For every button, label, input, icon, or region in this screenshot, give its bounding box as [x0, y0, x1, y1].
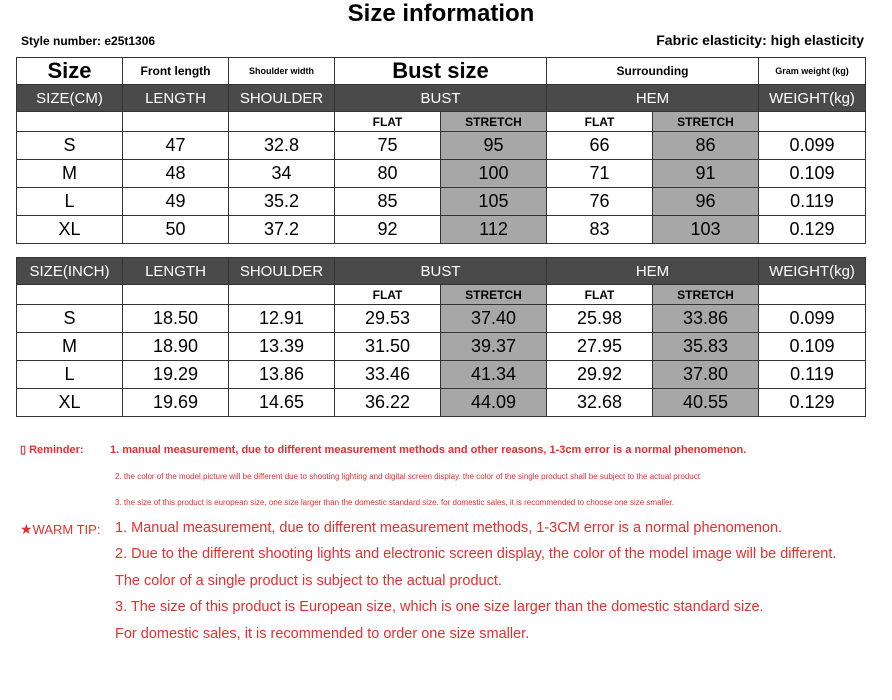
cell-hem-stretch: 103: [653, 216, 759, 244]
cell-bust-flat: 92: [335, 216, 441, 244]
col-bust: BUST: [335, 85, 547, 112]
col-length: LENGTH: [123, 85, 229, 112]
cell-bust-stretch: 100: [441, 160, 547, 188]
cell-length: 19.69: [123, 389, 229, 417]
cell-bust-flat: 33.46: [335, 361, 441, 389]
header-shoulder-width: Shoulder width: [229, 58, 335, 85]
sub-hem-stretch: STRETCH: [653, 285, 759, 305]
cell-length: 49: [123, 188, 229, 216]
cell-hem-stretch: 40.55: [653, 389, 759, 417]
table-row: [17, 132, 866, 160]
cell-shoulder: 32.8: [229, 132, 335, 160]
col-hem: HEM: [547, 85, 759, 112]
cell-hem-flat: 27.95: [547, 333, 653, 361]
cell-size: M: [17, 160, 123, 188]
cell-weight: 0.129: [759, 216, 866, 244]
cell-size: XL: [17, 216, 123, 244]
cell-weight: 0.119: [759, 361, 866, 389]
warm-tip-label: ★WARM TIP:: [20, 521, 101, 537]
cell-size: L: [17, 188, 123, 216]
reminder-label: ▯ Reminder:: [20, 444, 84, 456]
size-table-cm: [16, 57, 866, 244]
sub-header-row: [17, 112, 866, 132]
cell-shoulder: 13.39: [229, 333, 335, 361]
cell-length: 18.90: [123, 333, 229, 361]
col-shoulder: SHOULDER: [229, 85, 335, 112]
cell-hem-flat: 83: [547, 216, 653, 244]
reminder-text-2: 2. the color of the model picture will be different due to shooting lighting and digital screen display. the color of the single product shall be subject to the actual product: [115, 472, 700, 481]
cell-shoulder: 37.2: [229, 216, 335, 244]
header-size: Size: [17, 58, 123, 85]
sub-bust-flat: FLAT: [335, 285, 441, 305]
col-bust: BUST: [335, 258, 547, 285]
warm-tip-text-4: 3. The size of this product is European size, which is one size larger than the domestic standard size.: [115, 599, 764, 615]
cell-hem-flat: 32.68: [547, 389, 653, 417]
cell-bust-stretch: 41.34: [441, 361, 547, 389]
sub-bust-flat: FLAT: [335, 112, 441, 132]
cell-bust-stretch: 39.37: [441, 333, 547, 361]
cell-length: 47: [123, 132, 229, 160]
warm-tip-text-5: For domestic sales, it is recommended to order one size smaller.: [115, 626, 530, 642]
cell-hem-flat: 25.98: [547, 305, 653, 333]
cell-length: 18.50: [123, 305, 229, 333]
cell-hem-flat: 71: [547, 160, 653, 188]
cell-bust-flat: 36.22: [335, 389, 441, 417]
cell-length: 50: [123, 216, 229, 244]
cell-shoulder: 14.65: [229, 389, 335, 417]
cell-bust-flat: 80: [335, 160, 441, 188]
cell-hem-flat: 29.92: [547, 361, 653, 389]
cell-bust-stretch: 105: [441, 188, 547, 216]
cell-hem-flat: 76: [547, 188, 653, 216]
col-shoulder: SHOULDER: [229, 258, 335, 285]
cell-weight: 0.109: [759, 333, 866, 361]
warm-tip-text-3: The color of a single product is subject to the actual product.: [115, 573, 502, 589]
cell-bust-stretch: 95: [441, 132, 547, 160]
table-row: [17, 188, 866, 216]
cell-shoulder: 13.86: [229, 361, 335, 389]
cell-size: M: [17, 333, 123, 361]
cell-weight: 0.119: [759, 188, 866, 216]
sub-bust-stretch: STRETCH: [441, 112, 547, 132]
reminder-text-1: 1. manual measurement, due to different measurement methods and other reasons, 1-3cm error is a normal phenomenon.: [110, 444, 747, 456]
style-number: Style number: e25t1306: [21, 34, 156, 48]
table-row: [17, 361, 866, 389]
col-weight: WEIGHT(kg): [759, 85, 866, 112]
sub-hem-flat: FLAT: [547, 285, 653, 305]
col-hem: HEM: [547, 258, 759, 285]
cell-size: L: [17, 361, 123, 389]
cell-bust-flat: 85: [335, 188, 441, 216]
cell-bust-flat: 29.53: [335, 305, 441, 333]
header-row: [17, 58, 866, 85]
header-surrounding: Surrounding: [547, 58, 759, 85]
cell-length: 48: [123, 160, 229, 188]
header-gram-weight: Gram weight (kg): [759, 58, 866, 85]
page-title: Size information: [347, 0, 535, 27]
table-row: [17, 160, 866, 188]
cell-shoulder: 35.2: [229, 188, 335, 216]
col-weight: WEIGHT(kg): [759, 258, 866, 285]
sub-hem-flat: FLAT: [547, 112, 653, 132]
reminder-line-1: [20, 443, 746, 456]
cell-size: S: [17, 132, 123, 160]
cell-hem-stretch: 37.80: [653, 361, 759, 389]
fabric-elasticity: Fabric elasticity: high elasticity: [656, 32, 864, 48]
cell-hem-flat: 66: [547, 132, 653, 160]
sub-bust-stretch: STRETCH: [441, 285, 547, 305]
col-size: SIZE(CM): [17, 85, 123, 112]
cell-hem-stretch: 33.86: [653, 305, 759, 333]
cell-size: S: [17, 305, 123, 333]
cell-weight: 0.099: [759, 305, 866, 333]
cell-weight: 0.109: [759, 160, 866, 188]
table-row: [17, 216, 866, 244]
cell-weight: 0.099: [759, 132, 866, 160]
cell-length: 19.29: [123, 361, 229, 389]
header-front-length: Front length: [123, 58, 229, 85]
column-header-row: [17, 258, 866, 285]
cell-hem-stretch: 35.83: [653, 333, 759, 361]
star-icon: ★: [20, 521, 33, 537]
sub-header-row: [17, 285, 866, 305]
table-row: [17, 389, 866, 417]
cell-shoulder: 12.91: [229, 305, 335, 333]
table-row: [17, 305, 866, 333]
cell-hem-stretch: 91: [653, 160, 759, 188]
warm-tip-text-1: 1. Manual measurement, due to different measurement methods, 1-3CM error is a normal phenomenon.: [115, 520, 783, 536]
warm-tip-text-2: 2. Due to the different shooting lights and electronic screen display, the color of the model image will be different.: [115, 546, 837, 562]
cell-weight: 0.129: [759, 389, 866, 417]
header-bust-size: Bust size: [335, 58, 547, 85]
cell-bust-stretch: 112: [441, 216, 547, 244]
cell-hem-stretch: 86: [653, 132, 759, 160]
cell-bust-stretch: 37.40: [441, 305, 547, 333]
cell-size: XL: [17, 389, 123, 417]
cell-hem-stretch: 96: [653, 188, 759, 216]
size-table-inch: [16, 257, 866, 417]
col-size: SIZE(INCH): [17, 258, 123, 285]
sub-hem-stretch: STRETCH: [653, 112, 759, 132]
cell-bust-stretch: 44.09: [441, 389, 547, 417]
table-row: [17, 333, 866, 361]
cell-shoulder: 34: [229, 160, 335, 188]
column-header-row: [17, 85, 866, 112]
cell-bust-flat: 75: [335, 132, 441, 160]
reminder-text-3: 3. the size of this product is european size, one size larger than the domestic standard size. for domestic sales, it is recommended to choose one size smaller.: [115, 498, 674, 507]
cell-bust-flat: 31.50: [335, 333, 441, 361]
col-length: LENGTH: [123, 258, 229, 285]
